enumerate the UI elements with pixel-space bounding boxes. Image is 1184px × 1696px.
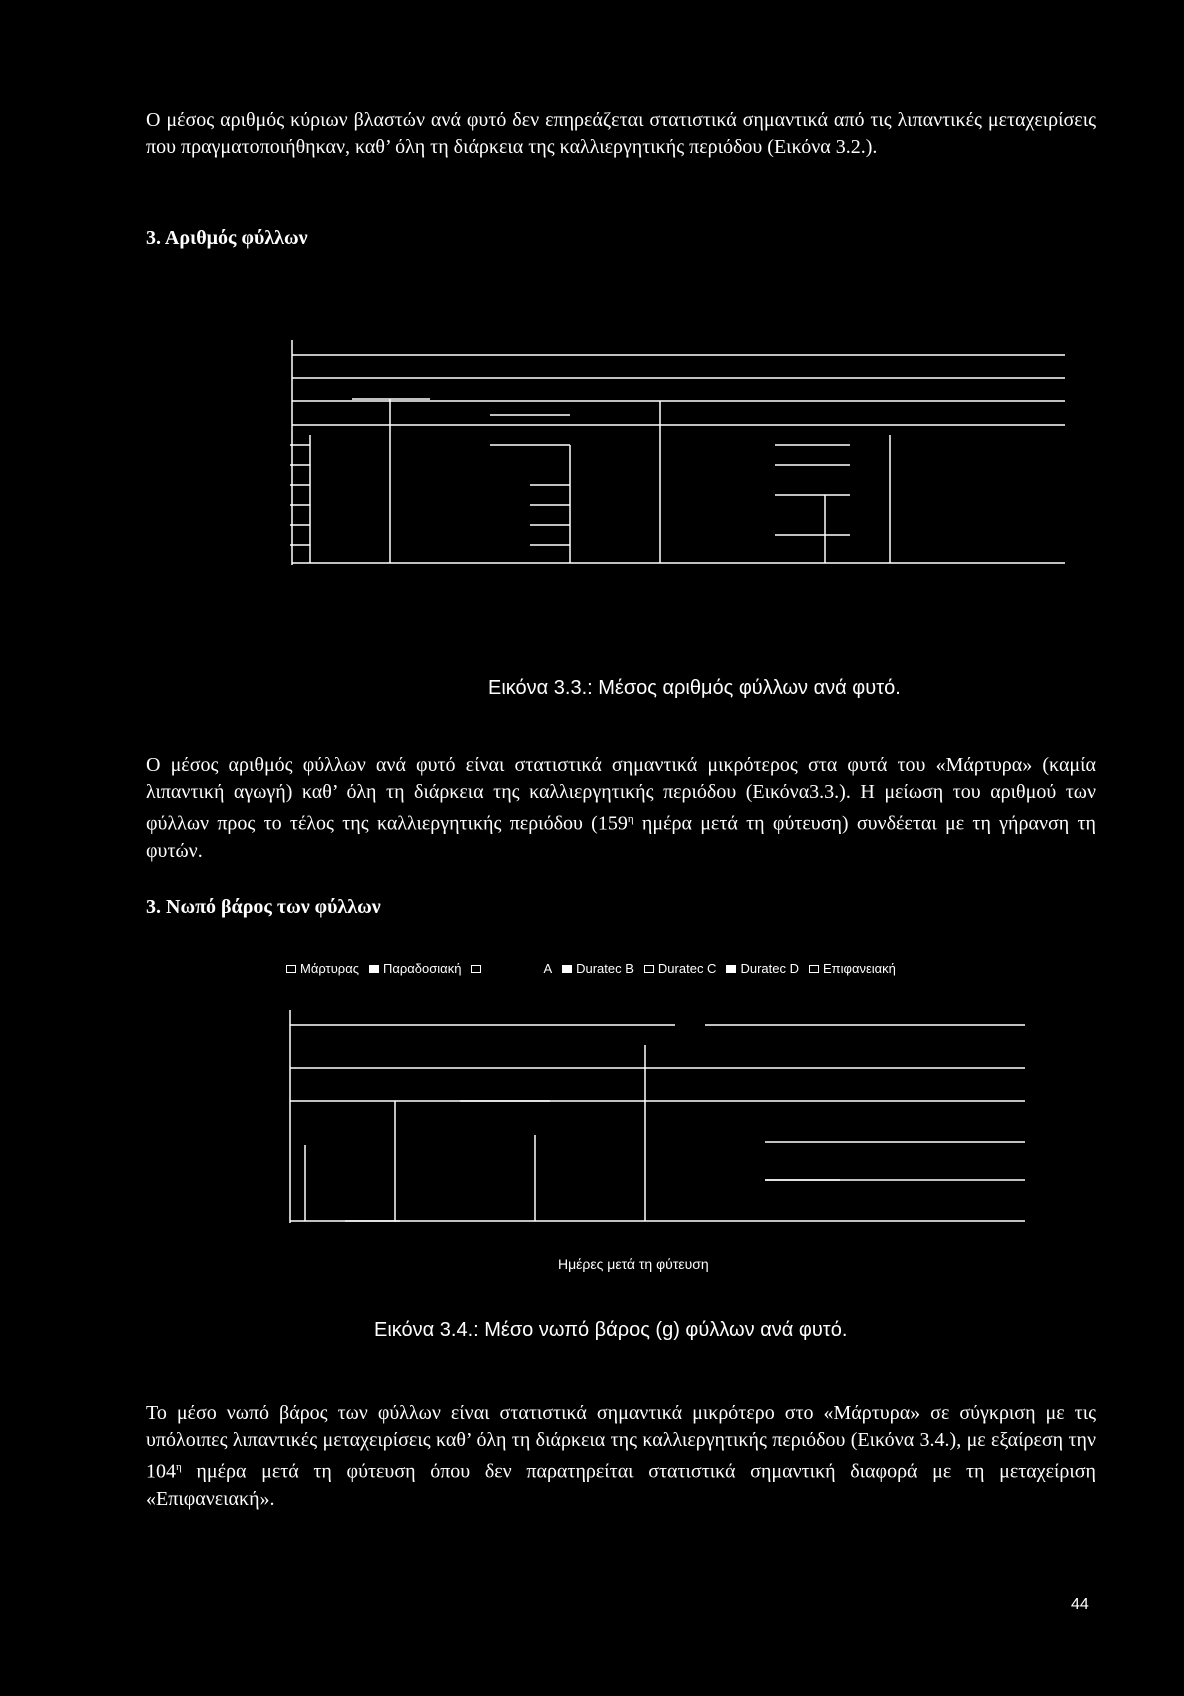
legend-swatch	[562, 965, 572, 973]
legend-swatch	[369, 965, 379, 973]
paragraph-3-text-a: Το μέσο νωπό βάρος των φύλλων είναι στατιστικά σημαντικά μικρότερο στο «Μάρτυρα» σε σύγκριση με τις υπόλοιπες λιπαντικές μεταχειρίσεις καθ’ όλη τη διάρκεια της καλλιεργητικής περιόδου (Εικόνα 3.4.), με εξαίρεση την 104	[146, 1402, 1096, 1483]
legend-label: Duratec D	[740, 961, 799, 976]
legend-item	[495, 961, 552, 976]
figure-3-4-chart	[280, 1005, 1040, 1235]
legend-swatch	[726, 965, 736, 973]
page-number: 44	[1071, 1596, 1089, 1613]
legend-label: Duratec B	[576, 961, 634, 976]
fig33-gridlines	[292, 355, 1065, 425]
figure-3-4-xlabel: Ημέρες μετά τη φύτευση	[558, 1256, 709, 1272]
fig34-axis	[290, 1010, 1025, 1223]
legend-swatch	[471, 965, 481, 973]
paragraph-2-text-b: ημέρα μετά τη φύτευση) συνδέεται με τη γήρανση τη φυτών.	[146, 812, 1097, 862]
heading-fresh-weight: 3. Νωπό βάρος των φύλλων	[146, 896, 381, 918]
figure-3-3-caption: Εικόνα 3.3.: Μέσος αριθμός φύλλων ανά φυτό.	[488, 677, 901, 699]
legend-item	[562, 961, 634, 976]
legend-item	[471, 961, 485, 976]
paragraph-2-sup: η	[627, 813, 634, 825]
legend-label: Παραδοσιακή	[382, 961, 462, 976]
legend-item	[809, 961, 896, 976]
paragraph-1: Ο μέσος αριθμός κύριων βλαστών ανά φυτό δεν επηρεάζεται στατιστικά σημαντικά από τις λιπαντικές μεταχειρίσεις που πραγματοποιήθηκαν, καθ’ όλη τη διάρκεια της καλλιεργητικής περιόδου (Εικόνα 3.2.).	[146, 109, 1096, 158]
heading-leaves: 3. Αριθμός φύλλων	[146, 227, 308, 249]
fig34-bars	[305, 1045, 840, 1221]
legend-swatch	[286, 965, 296, 973]
paragraph-2	[146, 752, 1096, 865]
legend-swatch	[809, 965, 819, 973]
figure-3-3-chart	[280, 335, 1070, 570]
figure-3-4-legend	[286, 961, 1046, 976]
paragraph-2-text-a: Ο μέσος αριθμός φύλλων ανά φυτό είναι στατιστικά σημαντικά μικρότερος στα φυτά του «Μάρτυρα» (καμία λιπαντική αγωγή) καθ’ όλη τη διάρκεια της καλλιεργητικής περιόδου (Εικόνα3.3.). Η μείωση του αριθμού των φύλλων προς το τέλος της καλλιεργητικής περιόδου (159	[146, 754, 1096, 835]
legend-swatch	[644, 965, 654, 973]
fig34-gridlines	[290, 1025, 1025, 1180]
fig33-bars	[290, 399, 890, 563]
legend-item	[726, 961, 799, 976]
legend-item	[369, 961, 461, 976]
paragraph-3	[146, 1400, 1096, 1513]
legend-item	[286, 961, 359, 976]
legend-label: Μάρτυρας	[300, 961, 359, 976]
paragraph-3-text-b: ημέρα μετά τη φύτευση όπου δεν παρατηρείται στατιστικά σημαντική διαφορά με τη μεταχείριση «Επιφανειακή».	[146, 1460, 1096, 1510]
fig33-axis	[292, 340, 1065, 565]
legend-label: Επιφανειακή	[822, 961, 896, 976]
legend-label: A	[543, 961, 553, 976]
paragraph-3-sup: η	[176, 1461, 182, 1473]
legend-label: Duratec C	[657, 961, 717, 976]
figure-3-4-caption: Εικόνα 3.4.: Μέσο νωπό βάρος (g) φύλλων ανά φυτό.	[374, 1319, 848, 1341]
legend-item	[644, 961, 717, 976]
